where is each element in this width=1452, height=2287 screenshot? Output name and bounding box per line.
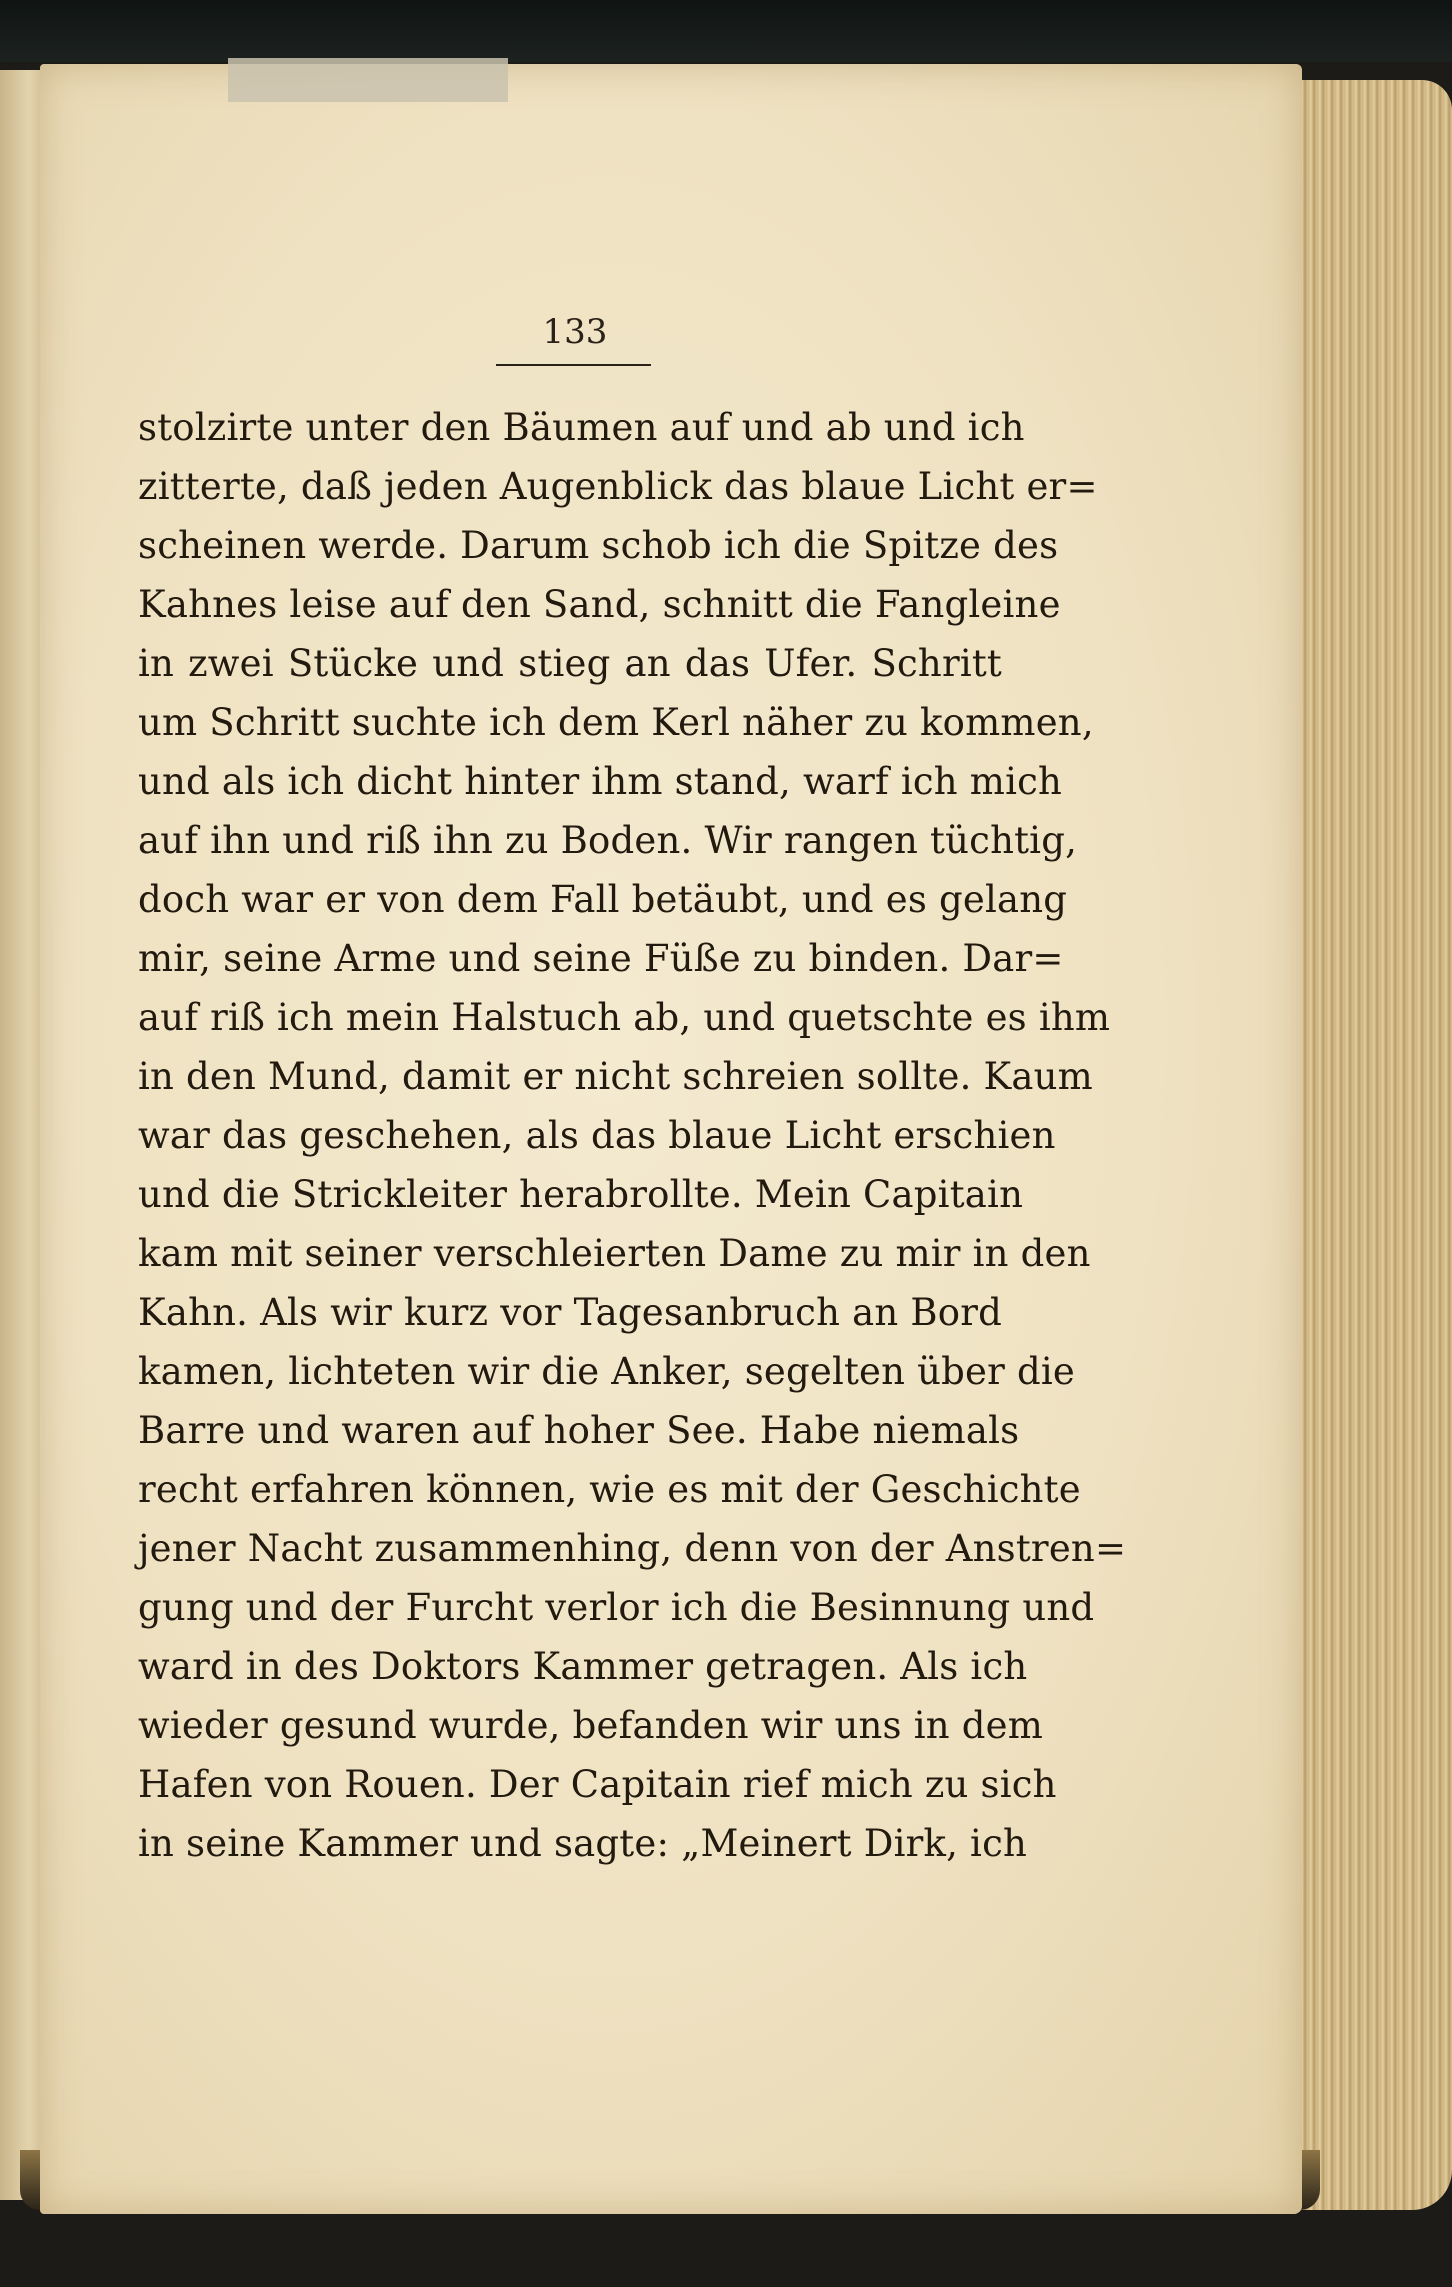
text-line: gung und der Furcht verlor ich die Besinnung und (138, 1586, 1095, 1629)
text-line: ward in des Doktors Kammer getragen. Als ich (138, 1645, 1028, 1688)
page-number-rule (496, 364, 651, 366)
text-line: auf riß ich mein Halstuch ab, und quetschte es ihm (138, 996, 1111, 1039)
text-line: kam mit seiner verschleierten Dame zu mir in den (138, 1232, 1091, 1275)
text-line: recht erfahren können, wie es mit der Geschichte (138, 1468, 1081, 1511)
text-line: Hafen von Rouen. Der Capitain rief mich zu sich (138, 1763, 1057, 1806)
text-line: um Schritt suchte ich dem Kerl näher zu kommen, (138, 701, 1094, 744)
text-line: und als ich dicht hinter ihm stand, warf ich mich (138, 760, 1063, 803)
text-line: kamen, lichteten wir die Anker, segelten über die (138, 1350, 1076, 1393)
text-line: stolzirte unter den Bäumen auf und ab und ich (138, 406, 1025, 449)
text-line: doch war er von dem Fall betäubt, und es gelang (138, 878, 1068, 921)
text-line: in den Mund, damit er nicht schreien sollte. Kaum (138, 1055, 1093, 1098)
text-line: jener Nacht zusammenhing, denn von der Anstren= (138, 1527, 1127, 1570)
text-line: Barre und waren auf hoher See. Habe niemals (138, 1409, 1020, 1452)
body-text (138, 398, 1127, 1873)
page-number: 133 (542, 312, 608, 352)
text-line: wieder gesund wurde, befanden wir uns in dem (138, 1704, 1043, 1747)
text-line: in zwei Stücke und stieg an das Ufer. Schritt (138, 642, 1002, 685)
text-line: war das geschehen, als das blaue Licht erschien (138, 1114, 1056, 1157)
tape-strip (228, 58, 508, 102)
text-line: Kahn. Als wir kurz vor Tagesanbruch an Bord (138, 1291, 1002, 1334)
text-line: scheinen werde. Darum schob ich die Spitze des (138, 524, 1059, 567)
text-line: auf ihn und riß ihn zu Boden. Wir rangen tüchtig, (138, 819, 1078, 862)
text-line: Kahnes leise auf den Sand, schnitt die Fangleine (138, 583, 1061, 626)
text-line: in seine Kammer und sagte: „Meinert Dirk, ich (138, 1822, 1028, 1865)
text-line: zitterte, daß jeden Augenblick das blaue Licht er= (138, 465, 1098, 508)
text-line: mir, seine Arme und seine Füße zu binden. Dar= (138, 937, 1064, 980)
scanner-background (0, 0, 1452, 62)
text-line: und die Strickleiter herabrollte. Mein Capitain (138, 1173, 1024, 1216)
page-stack-edges (1290, 80, 1452, 2210)
